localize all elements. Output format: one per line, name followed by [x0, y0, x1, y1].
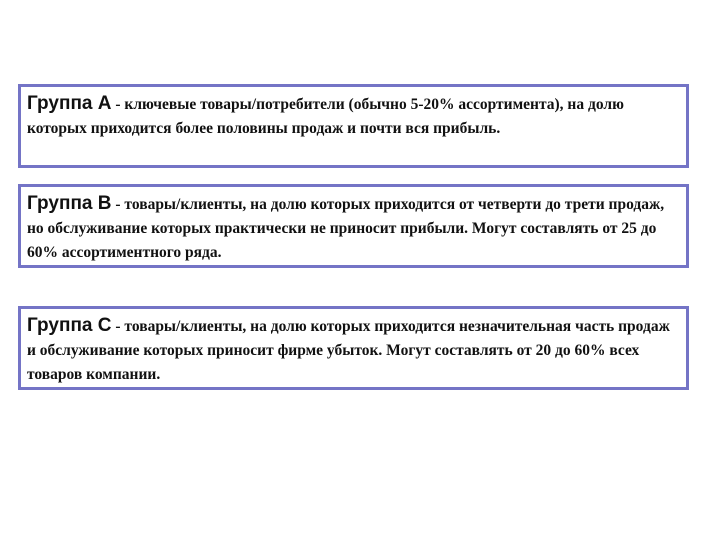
group-c-description: товары/клиенты, на долю которых приходится незначительная часть продаж и обслуживание которых приносит фирме убыток. Могут составлять от 20 до 60% всех товаров компании.	[27, 318, 670, 383]
group-a-separator: -	[111, 96, 125, 113]
group-b-separator: -	[111, 196, 125, 213]
group-a-title: Группа А	[27, 93, 112, 114]
group-a-description: ключевые товары/потребители (обычно 5-20% ассортимента), на долю которых приходится более половины продаж и почти вся прибыль.	[27, 96, 624, 137]
group-b-box	[18, 184, 689, 268]
group-c-separator: -	[111, 318, 125, 335]
group-c-title: Группа С	[27, 315, 112, 336]
group-a-box	[18, 84, 689, 168]
group-c-box	[18, 306, 689, 390]
group-b-description: товары/клиенты, на долю которых приходится от четверти до трети продаж, но обслуживание которых практически не приносит прибыли. Могут составлять от 25 до 60% ассортиментного ряда.	[27, 196, 665, 261]
group-b-title: Группа В	[27, 193, 112, 214]
